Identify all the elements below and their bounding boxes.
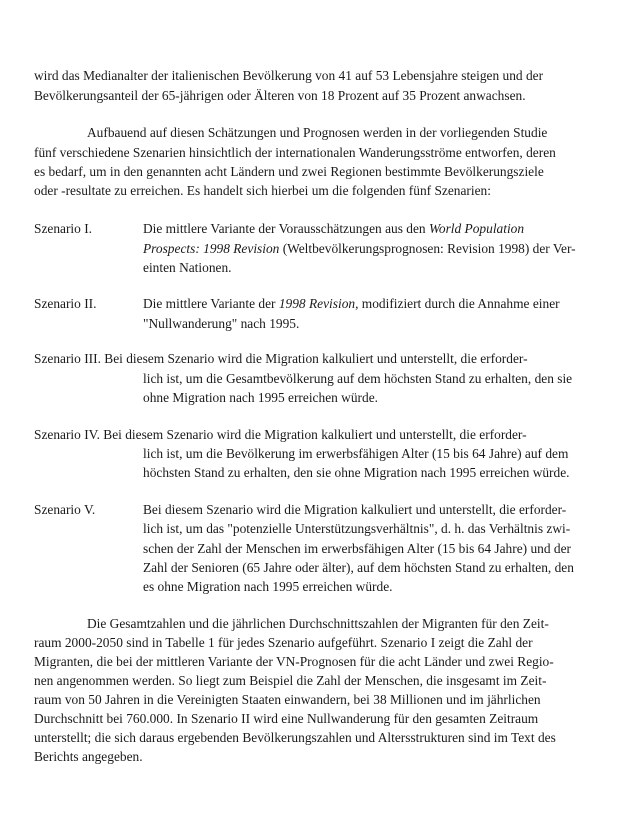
scenario-3-line-1: Szenario III. Bei diesem Szenario wird die Migration kalkuliert und unterstellt, die erforder- bbox=[34, 351, 528, 366]
scenario-3-line-2: lich ist, um die Gesamtbevölkerung auf dem höchsten Stand zu erhalten, den sie bbox=[143, 371, 573, 386]
scenario-5-line-1: Bei diesem Szenario wird die Migration kalkuliert und unterstellt, die erforder- bbox=[143, 502, 567, 517]
para3-line-2: raum 2000-2050 sind in Tabelle 1 für jedes Szenario aufgeführt. Szenario I zeigt die Zahl der bbox=[34, 635, 533, 650]
scenario-2-line-1: Die mittlere Variante der 1998 Revision, modifiziert durch die Annahme einer bbox=[143, 296, 560, 311]
para2-line-4: oder -resultate zu erreichen. Es handelt sich hierbei um die folgenden fünf Szenarien: bbox=[34, 183, 491, 198]
para3-line-7: unterstellt; die sich daraus ergebenden Bevölkerungszahlen und Altersstrukturen sind im Text des bbox=[34, 730, 556, 745]
para3-line-5: raum von 50 Jahren in die Vereinigten Staaten einwandern, bei 38 Millionen und im jährlichen bbox=[34, 692, 541, 707]
scenario-3-line-3: ohne Migration nach 1995 erreichen würde. bbox=[143, 390, 378, 405]
scenario-5-line-2: lich ist, um das "potenzielle Unterstützungsverhältnis", d. h. das Verhältnis zwi- bbox=[143, 521, 571, 536]
scenario-5-line-4: Zahl der Senioren (65 Jahre oder älter), auf dem höchsten Stand zu erhalten, den bbox=[143, 560, 574, 575]
scenario-1-line-2: Prospects: 1998 Revision (Weltbevölkerungsprognosen: Revision 1998) der Ver- bbox=[143, 241, 576, 256]
para3-line-1: Die Gesamtzahlen und die jährlichen Durchschnittszahlen der Migranten für den Zeit- bbox=[87, 616, 549, 631]
intro-line-2: Bevölkerungsanteil der 65-jährigen oder Älteren von 18 Prozent auf 35 Prozent anwachsen. bbox=[34, 88, 526, 103]
para3-line-3: Migranten, die bei der mittleren Variante der VN-Prognosen für die acht Länder und zwei Regio- bbox=[34, 654, 554, 669]
scenario-4-line-1: Szenario IV. Bei diesem Szenario wird die Migration kalkuliert und unterstellt, die erforder- bbox=[34, 427, 527, 442]
para3-line-6: Durchschnitt bei 760.000. In Szenario II wird eine Nullwanderung für den gesamten Zeitraum bbox=[34, 711, 539, 726]
scenario-5-line-3: schen der Zahl der Menschen im erwerbsfähigen Alter (15 bis 64 Jahre) und der bbox=[143, 541, 571, 556]
scenario-2-label: Szenario II. bbox=[34, 296, 97, 311]
scenario-1-line-1: Die mittlere Variante der Vorausschätzungen aus den World Population bbox=[143, 221, 525, 236]
intro-line-1: wird das Medianalter der italienischen Bevölkerung von 41 auf 53 Lebensjahre steigen und der bbox=[34, 68, 544, 83]
scenario-4-line-2: lich ist, um die Bevölkerung im erwerbsfähigen Alter (15 bis 64 Jahre) auf dem bbox=[143, 446, 569, 461]
scenario-1-label: Szenario I. bbox=[34, 221, 93, 236]
para2-line-2: fünf verschiedene Szenarien hinsichtlich der internationalen Wanderungsströme entworfen, deren bbox=[34, 145, 556, 160]
scenario-5-line-5: es ohne Migration nach 1995 erreichen würde. bbox=[143, 579, 393, 594]
scenario-2-line-2: "Nullwanderung" nach 1995. bbox=[143, 316, 300, 331]
scenario-4-line-3: höchsten Stand zu erhalten, den sie ohne Migration nach 1995 erreichen würde. bbox=[143, 465, 570, 480]
scenario-1-line-3: einten Nationen. bbox=[143, 260, 232, 275]
scenario-5-label: Szenario V. bbox=[34, 502, 96, 517]
para3-line-4: nen angenommen werden. So liegt zum Beispiel die Zahl der Menschen, die insgesamt im Zeit- bbox=[34, 673, 547, 688]
para2-line-1: Aufbauend auf diesen Schätzungen und Prognosen werden in der vorliegenden Studie bbox=[87, 125, 548, 140]
para3-line-8: Berichts angegeben. bbox=[34, 749, 143, 764]
para2-line-3: es bedarf, um in den genannten acht Ländern und zwei Regionen bestimmte Bevölkerungsziele bbox=[34, 164, 544, 179]
